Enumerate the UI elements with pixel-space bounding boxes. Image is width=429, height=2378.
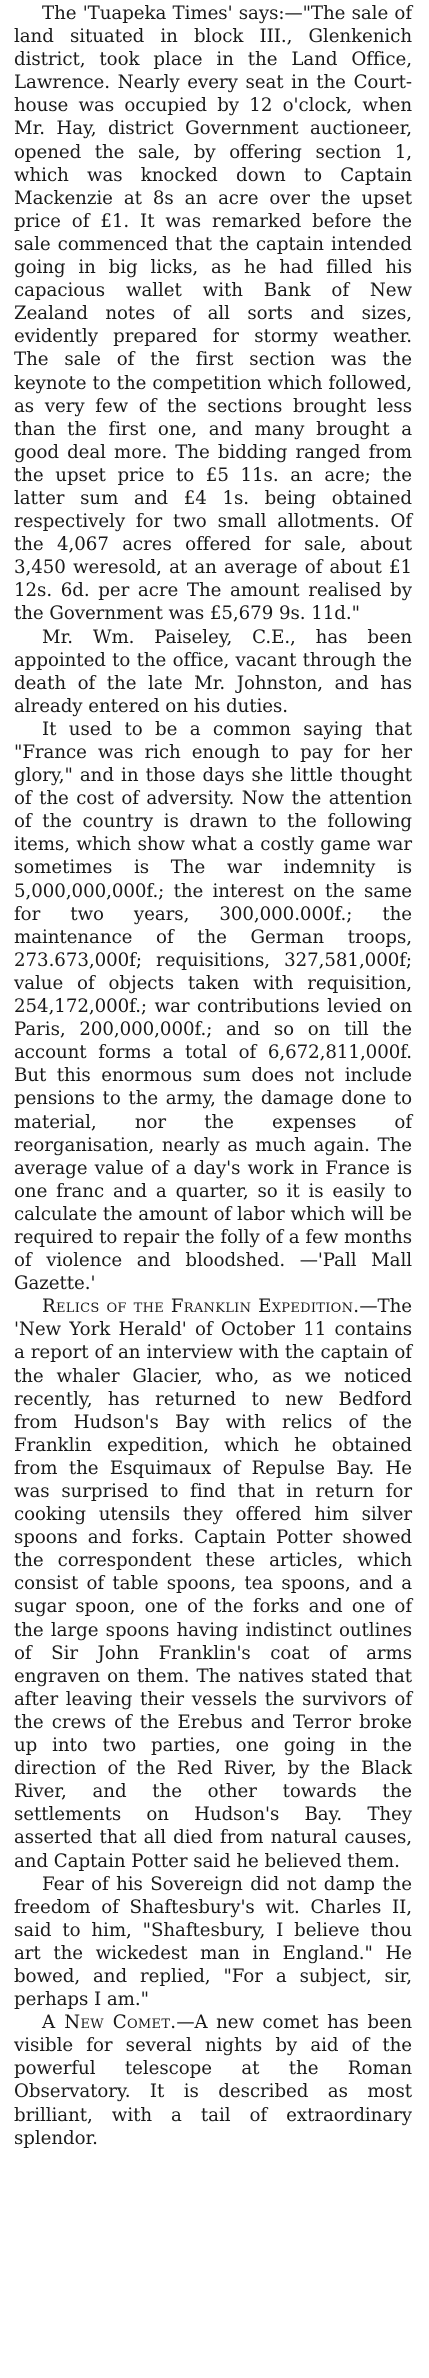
paragraph-text: Fear of his Sovereign did not damp the freedom of Shaftesbury's wit. Charles II, said to him, "Shaftesbury, I believe thou art the wickedest man in England." He bowed, and replied, "For a subject, sir, perhaps I am." [14,1873,412,2011]
newspaper-column [14,2,412,2150]
paragraph-text: —The 'New York Herald' of October 11 contains a report of an interview with the captain of the whaler Glacier, who, as we noticed recently, has returned to new Bedford from Hudson's Bay with relics of the Franklin expedition, which he obtained from the Esquimaux of Repulse Bay. He was surprised to find that in return for cooking utensils they offered him silver spoons and forks. Captain Potter showed the correspondent these articles, which consist of table spoons, tea spoons, and a sugar spoon, one of the forks and one of the large spoons having indistinct outlines of Sir John Franklin's coat of arms engraven on them. The natives stated that after leaving their vessels the survivors of the crews of the Erebus and Terror broke up into two parties, one going in the direction of the Red River, by the Black River, and the other towards the settlements on Hudson's Bay. They asserted that all died from natural causes, and Captain Potter said he believed them. [14,1296,412,1872]
paragraph-appointment [14,626,412,718]
paragraph-lead: A New Comet. [42,2012,177,2034]
paragraph-text: Mr. Wm. Paiseley, C.E., has been appointed to the office, vacant through the death of the late Mr. Johnston, and has already entered on his duties. [14,626,412,717]
paragraph-franklin-relics [14,1295,412,1872]
paragraph-france-war-cost [14,718,412,1295]
paragraph-text: —A new comet has been visible for several nights by aid of the powerful telescope at the Roman Observatory. It is described as most brilliant, with a tail of extraordinary splendor. [14,2012,413,2149]
paragraph-land-sale [14,2,412,626]
paragraph-shaftesbury [14,1873,412,2012]
paragraph-text: The 'Tuapeka Times' says:—"The sale of land situated in block III., Glenkenich district, took place in the Land Office, Lawrence. Nearly every seat in the Court-house was occupied by 12 o'clock, when Mr. Hay, district Government auctioneer, opened the sale, by offering section 1, which was knocked down to Captain Mackenzie at 8s an acre over the upset price of £1. It was remarked before the sale commenced that the captain intended going in big licks, as he had filled his capacious wallet with Bank of New Zealand notes of all sorts and sizes, evidently prepared for stormy weather. The sale of the first section was the keynote to the competition which followed, as very few of the sections brought less than the first one, and many brought a good deal more. The bidding ranged from the upset price to £5 11s. an acre; the latter sum and £4 1s. being obtained respectively for two small allotments. Of the 4,067 acres offered for sale, about 3,450 weresold, at an average of about £1 12s. 6d. per acre The amount realised by the Government was £5,679 9s. 11d." [14,3,412,625]
paragraph-lead: Relics of the Franklin Expedition. [42,1296,360,1318]
paragraph-new-comet [14,2011,412,2150]
paragraph-text: It used to be a common saying that "France was rich enough to pay for her glory," and in those days she little thought of the cost of adversity. Now the attention of the country is drawn to the following items, which show what a costly game war sometimes is The war indemnity is 5,000,000,000f.; the interest on the same for two years, 300,000.000f.; the maintenance of the German troops, 273.673,000f; requisitions, 327,581,000f; value of objects taken with requisition, 254,172,000f.; war contributions levied on Paris, 200,000,000f.; and so on till the account forms a total of 6,672,811,000f. But this enormous sum does not include pensions to the army, the damage done to material, nor the expenses of reorganisation, nearly as much again. The average value of a day's work in France is one franc and a quarter, so it is easily to calculate the amount of labor which will be required to repair the folly of a few months of violence and bloodshed. —'Pall Mall Gazette.' [14,718,412,1295]
